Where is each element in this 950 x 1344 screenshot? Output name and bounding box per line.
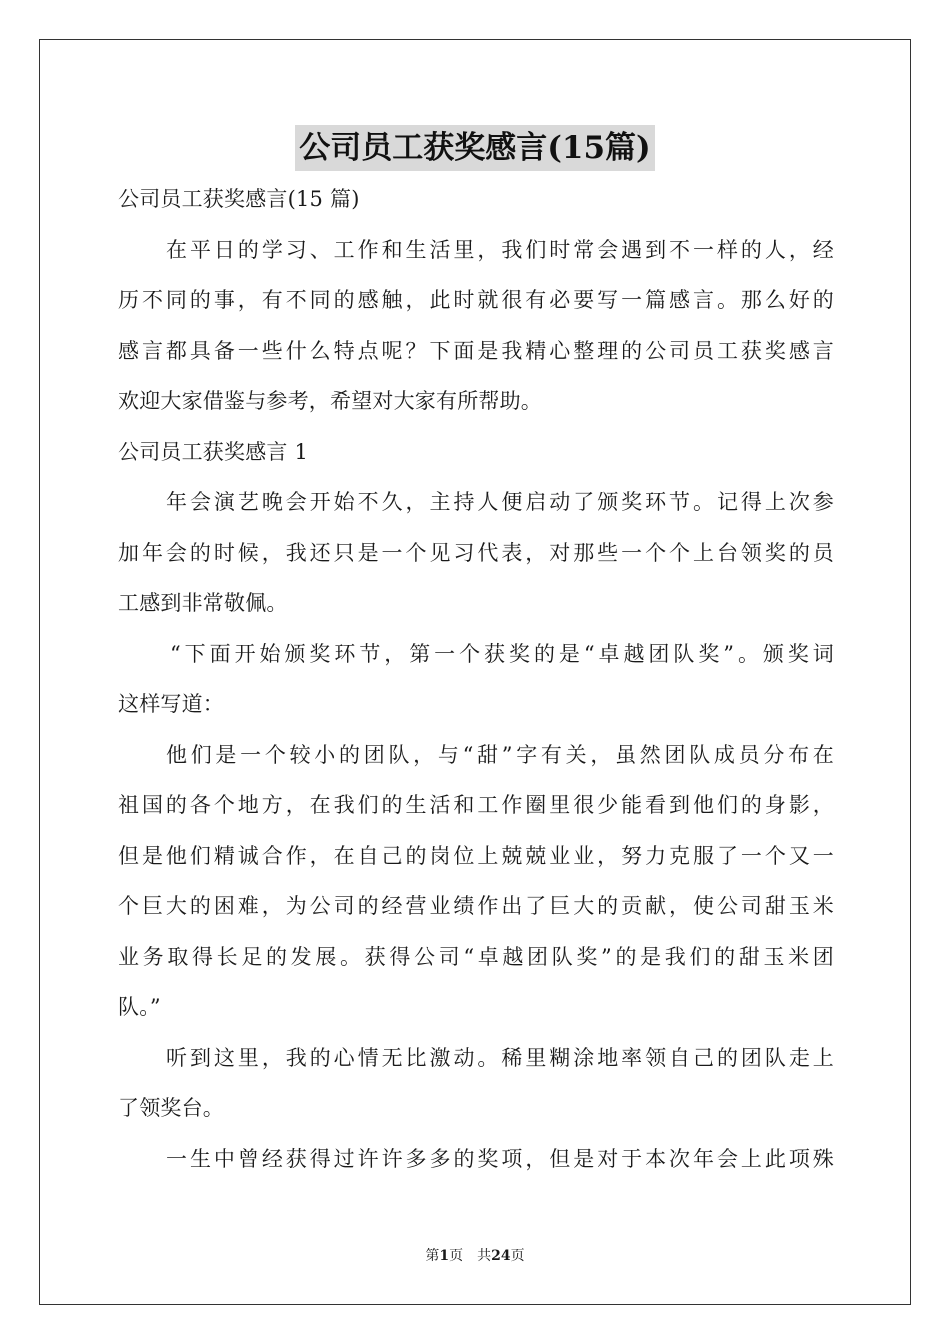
page-prefix: 第 (425, 1248, 440, 1264)
paragraph-line: 听到这里，我的心情无比激动。稀里糊涂地率领自己的团队走上 (166, 1045, 834, 1070)
paragraph-line: 历不同的事，有不同的感触，此时就很有必要写一篇感言。那么好的 (118, 288, 834, 312)
section-heading: 公司员工获奖感言 1 (118, 439, 309, 464)
paragraph-line: 感言都具备一些什么特点呢？下面是我精心整理的公司员工获奖感言 (118, 338, 834, 363)
document-title: 公司员工获奖感言(15篇) (295, 125, 654, 171)
paragraph-line: “下面开始颁奖环节，第一个获奖的是“卓越团队奖”。颁奖词 (170, 641, 834, 666)
paragraph-line: 加年会的时候，我还只是一个见习代表，对那些一个个上台领奖的员 (118, 540, 834, 565)
page-suffix: 页 (510, 1248, 525, 1264)
paragraph-line: 队。” (118, 995, 161, 1019)
paragraph-line: 但是他们精诚合作，在自己的岗位上兢兢业业，努力克服了一个又一 (118, 843, 834, 868)
paragraph-line: 个巨大的困难，为公司的经营业绩作出了巨大的贡献，使公司甜玉米 (118, 894, 834, 918)
paragraph-line: 这样写道： (118, 692, 224, 716)
page-footer (0, 1245, 950, 1265)
paragraph-line: 在平日的学习、工作和生活里，我们时常会遇到不一样的人，经 (166, 237, 834, 262)
paragraph-line: 祖国的各个地方，在我们的生活和工作圈里很少能看到他们的身影， (118, 793, 834, 817)
title-area (0, 125, 950, 171)
paragraph-line: 业务取得长足的发展。获得公司“卓越团队奖”的是我们的甜玉米团 (118, 944, 834, 969)
paragraph-line: 一生中曾经获得过许许多多的奖项，但是对于本次年会上此项殊 (166, 1146, 834, 1171)
document-body (118, 174, 834, 1184)
page-number: 1 (439, 1248, 450, 1264)
page-mid: 页 共 (449, 1248, 492, 1264)
paragraph-line: 他们是一个较小的团队，与“甜”字有关，虽然团队成员分布在 (166, 742, 834, 767)
paragraph-line: 工感到非常敬佩。 (118, 591, 288, 615)
paragraph-line: 了领奖台。 (118, 1096, 224, 1120)
paragraph-line: 欢迎大家借鉴与参考，希望对大家有所帮助。 (118, 389, 542, 413)
paragraph-line: 年会演艺晚会开始不久，主持人便启动了颁奖环节。记得上次参 (166, 490, 834, 514)
page-total: 24 (491, 1248, 511, 1264)
subtitle-line: 公司员工获奖感言(15 篇) (118, 187, 360, 211)
